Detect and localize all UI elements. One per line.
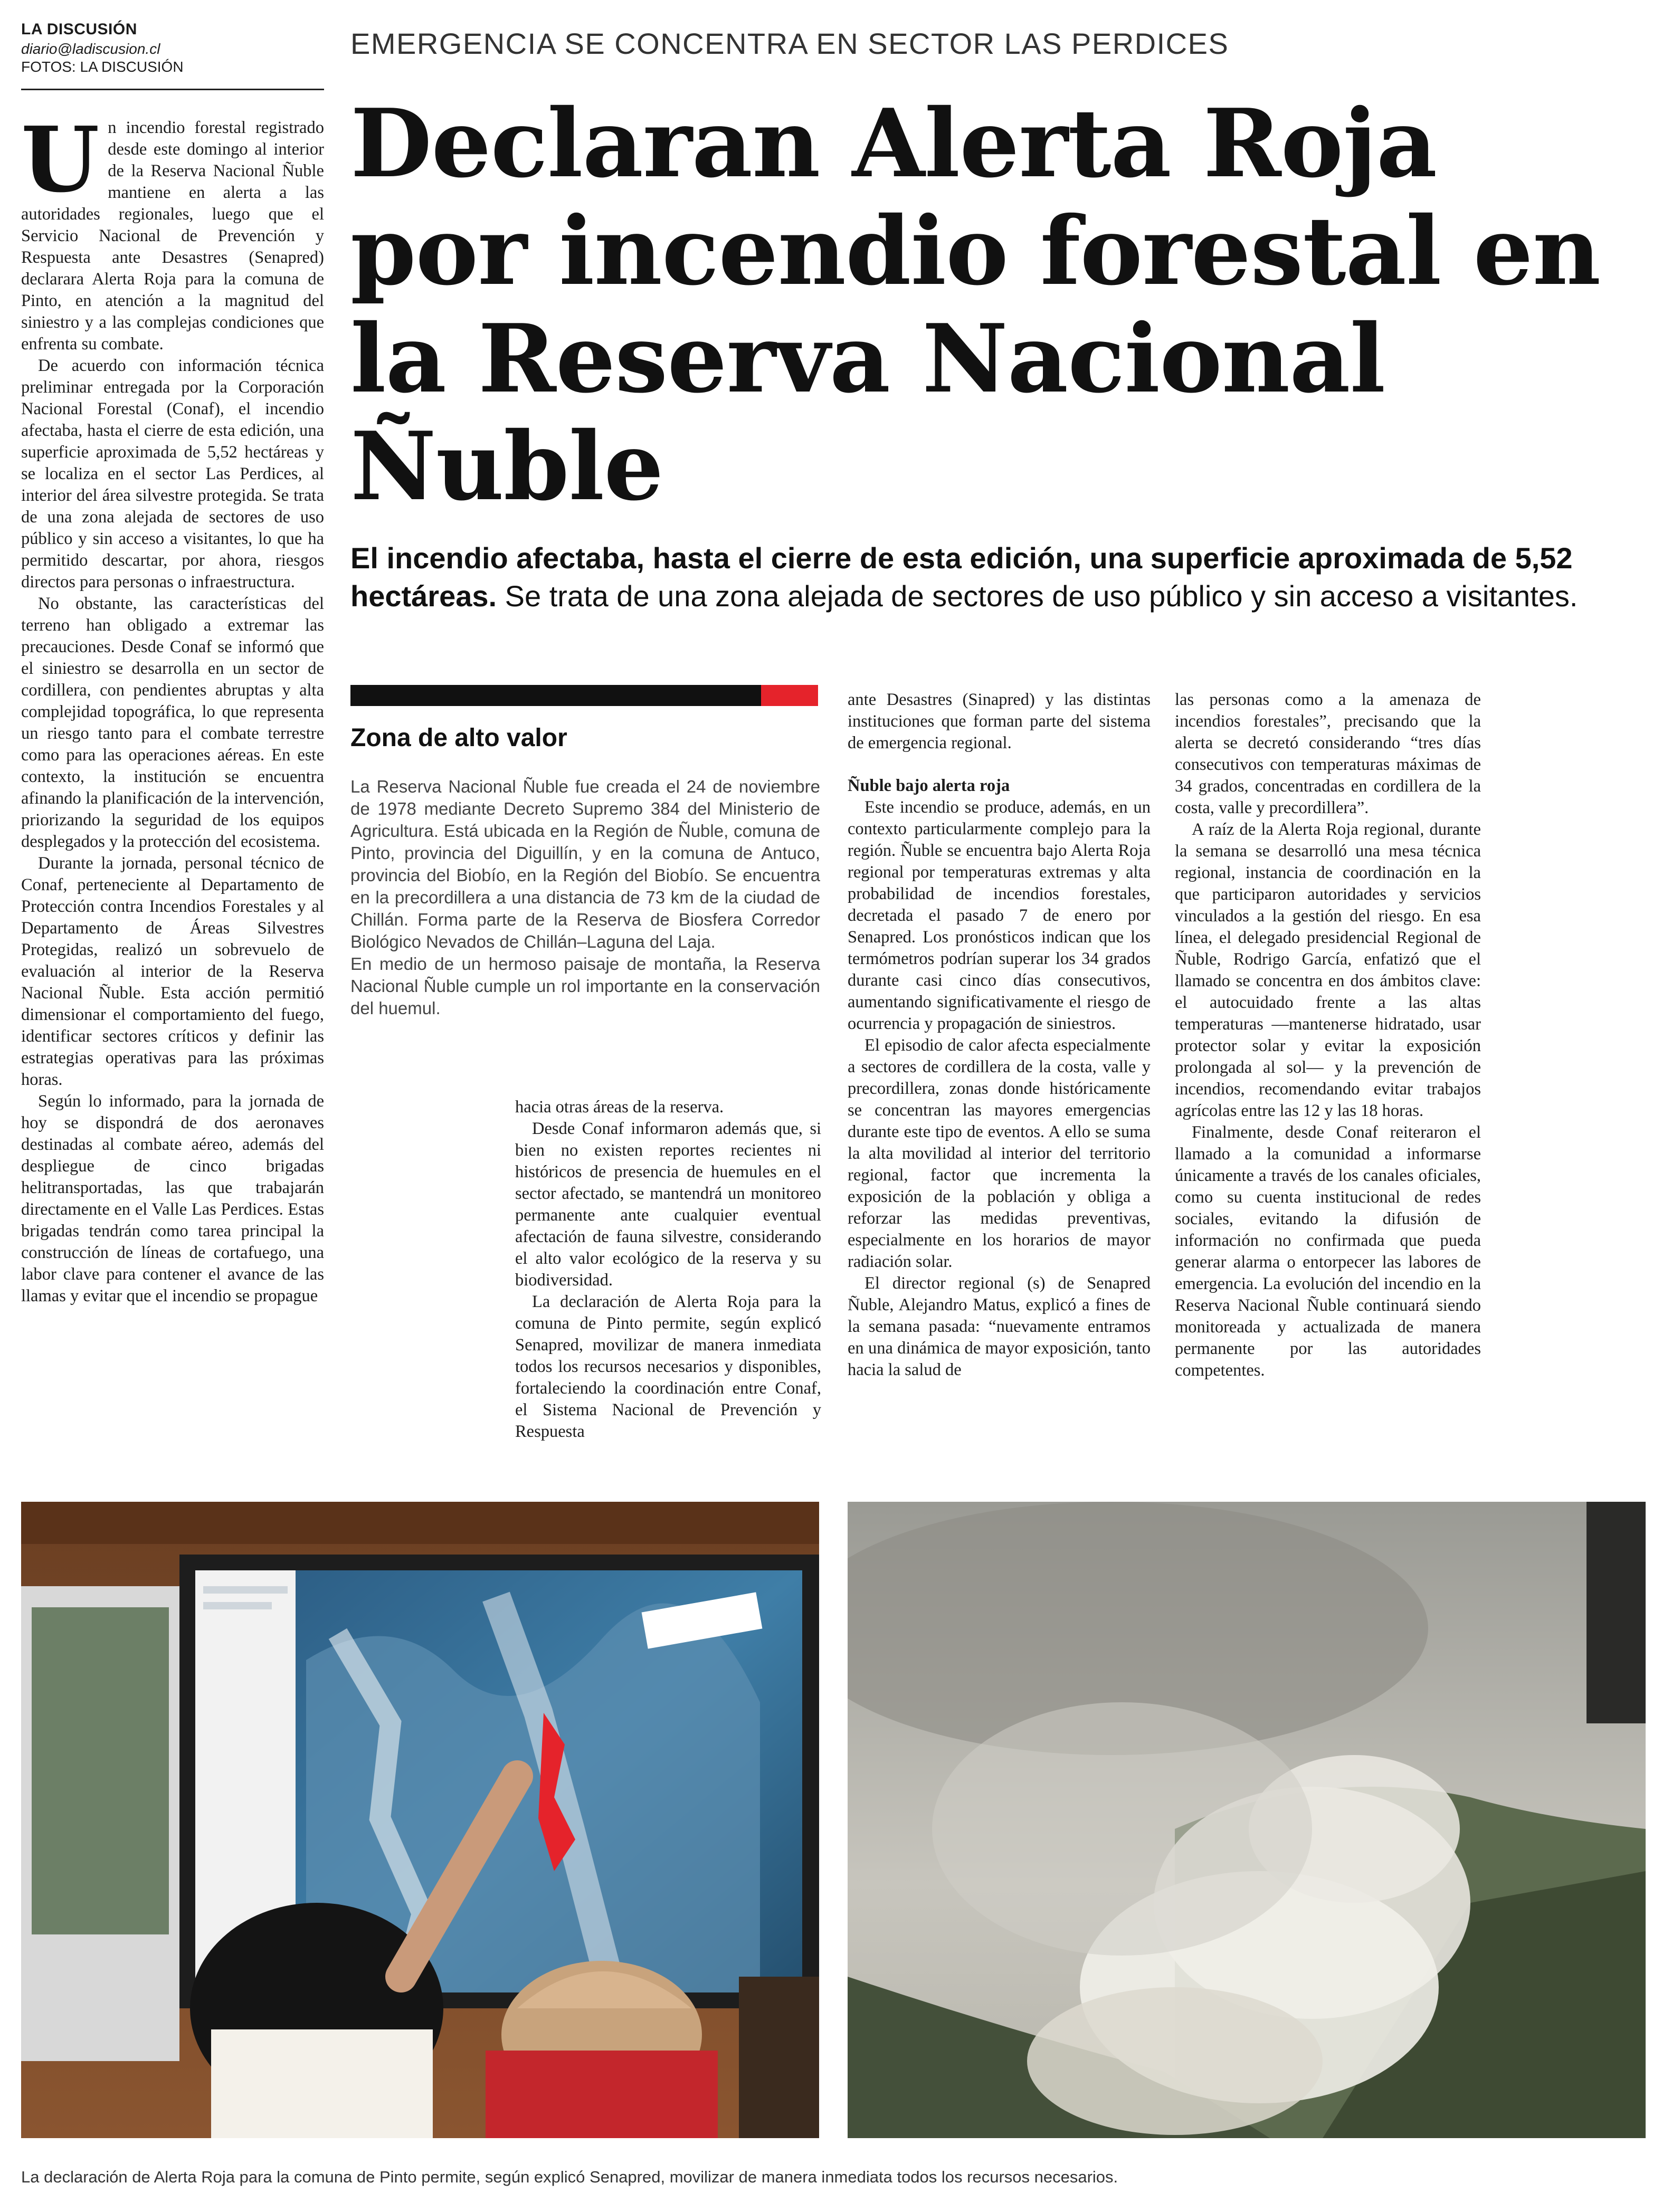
body-paragraph: No obstante, las características del terreno han obligado a extremar las precauciones. Desde Conaf se informó que el siniestro se desarrolla en un sector de cordillera, con pendientes abruptas y alta complejidad topográfica, lo que representa un riesgo tanto para el combate terrestre como para las operaciones aéreas. En este contexto, la institución se encuentra afinando la planificación de la intervención, priorizando la seguridad de los equipos desplegados y la protección del ecosistema.	[21, 594, 324, 851]
body-paragraph: Este incendio se produce, además, en un contexto particularmente complejo para la región. Ñuble se encuentra bajo Alerta Roja regional por temperaturas extremas y alta probabilidad de incendios forestales, decretada el pasado 7 de enero por Senapred. Los pronósticos indican que los termómetros podrían superar los 34 grados durante casi cinco días consecutivos, aumentando significativamente el riesgo de ocurrencia y propagación de siniestros.	[848, 798, 1151, 1033]
kicker: EMERGENCIA SE CONCENTRA EN SECTOR LAS PERDICES	[350, 27, 1229, 60]
masthead-rule	[21, 89, 324, 90]
sidebar-paragraph: En medio de un hermoso paisaje de montaña, la Reserva Nacional Ñuble cumple un rol importante en la conservación del huemul.	[350, 954, 820, 1018]
sidebar-paragraph: La Reserva Nacional Ñuble fue creada el 24 de noviembre de 1978 mediante Decreto Supremo 384 del Ministerio de Agricultura. Está ubicada en la Región de Ñuble, comuna de Pinto, provincia del Diguillín, y en la comuna de Antuco, provincia del Biobío, en la Región del Biobío. Se encuentra en la precordillera a una distancia de 73 km de la ciudad de Chillán. Forma parte de la Reserva de Biosfera Corredor Biológico Nevados de Chillán–Laguna del Laja.	[350, 777, 820, 951]
body-column-1	[21, 107, 324, 1307]
dropcap: U	[21, 107, 100, 213]
body-paragraph: El director regional (s) de Senapred Ñuble, Alejandro Matus, explicó a fines de la semana pasada: “nuevamente entramos en una dinámica de mayor exposición, tanto hacia la salud de	[848, 1274, 1151, 1379]
body-paragraph: las personas como a la amenaza de incendios forestales”, precisando que la alerta se decretó considerando “tres días consecutivos con temperaturas máximas de 34 grados, concentradas en cordillera de la costa, valle y precordillera”.	[1175, 690, 1481, 817]
body-paragraph: n incendio forestal registrado desde este domingo al interior de la Reserva Nacional Ñuble mantiene en alerta a las autoridades regionales, luego que el Servicio Nacional de Prevención y Respuesta ante Desastres (Senapred) declarara Alerta Roja para la comuna de Pinto, en atención a la magnitud del siniestro y a las complejas condiciones que enfrenta su combate.	[21, 118, 324, 354]
contact-email: diario@ladiscusion.cl	[21, 41, 160, 57]
body-column-2	[515, 1097, 821, 1443]
headline: Declaran Alerta Roja por incendio forestal en la Reserva Nacional Ñuble	[350, 88, 1601, 521]
body-paragraph: Finalmente, desde Conaf reiteraron el llamado a la comunidad a informarse únicamente a través de los canales oficiales, como su cuenta institucional de redes sociales, evitando la difusión de información no confirmada que pueda generar alarma o entorpecer las labores de emergencia. La evolución del incendio en la Reserva Nacional Ñuble continuará siendo monitoreada y actualizada de manera permanente por las autoridades competentes.	[1175, 1123, 1481, 1380]
photo-fire-smoke	[848, 1502, 1646, 2138]
control-room-illustration	[21, 1502, 819, 2138]
body-paragraph: De acuerdo con información técnica preliminar entregada por la Corporación Nacional Forestal (Conaf), el incendio afectaba, hasta el cierre de esta edición, una superficie aproximada de 5,52 hectáreas y se localiza en el sector Las Perdices, al interior del área silvestre protegida. Se trata de una zona alejada de sectores de uso público y sin acceso a visitantes, lo que ha permitido descartar, por ahora, riesgos directos para personas o infraestructura.	[21, 356, 324, 592]
sidebar-title: Zona de alto valor	[350, 724, 567, 752]
body-column-3	[848, 689, 1151, 1381]
sidebar-bar	[350, 685, 761, 706]
body-paragraph: Según lo informado, para la jornada de hoy se dispondrá de dos aeronaves destinadas al combate aéreo, además del despliegue de cinco brigadas helitransportadas, las que trabajarán directamente en el Valle Las Perdices. Estas brigadas tendrán como tarea principal la construcción de líneas de cortafuego, una labor clave para contener el avance de las llamas y evitar que el incendio se propague	[21, 1092, 324, 1305]
body-paragraph: El episodio de calor afecta especialmente a sectores de cordillera de la costa, valle y precordillera, zonas donde históricamente se concentran las mayores emergencias durante este tipo de eventos. A ello se suma la alta movilidad al interior del territorio regional, factor que incrementa la exposición de la población y obliga a reforzar las medidas preventivas, especialmente en los horarios de mayor radiación solar.	[848, 1036, 1151, 1271]
sidebar-bar-accent	[761, 685, 818, 706]
brand-name: LA DISCUSIÓN	[21, 21, 137, 38]
deck-regular: Se trata de una zona alejada de sectores de uso público y sin acceso a visitantes.	[497, 579, 1578, 613]
photo-credit: FOTOS: LA DISCUSIÓN	[21, 59, 184, 75]
body-paragraph: ante Desastres (Sinapred) y las distintas instituciones que forman parte del sistema de emergencia regional.	[848, 690, 1151, 752]
fire-smoke-illustration	[848, 1502, 1646, 2138]
photo-caption: La declaración de Alerta Roja para la comuna de Pinto permite, según explicó Senapred, movilizar de manera inmediata todos los recursos necesarios.	[21, 2168, 1118, 2186]
body-paragraph: Desde Conaf informaron además que, si bien no existen reportes recientes ni históricos de presencia de huemules en el sector afectado, se mantendrá un monitoreo permanente ante cualquier eventual afectación de fauna silvestre, considerando el alto valor ecológico de la reserva y su biodiversidad.	[515, 1119, 821, 1290]
body-column-4	[1175, 689, 1481, 1381]
deck-bold: El incendio afectaba, hasta el cierre de esta edición, una superficie aproximada de 5,52 hectáreas.	[350, 541, 1573, 613]
body-paragraph: La declaración de Alerta Roja para la comuna de Pinto permite, según explicó Senapred, movilizar de manera inmediata todos los recursos necesarios y disponibles, fortaleciendo la coordinación entre Conaf, el Sistema Nacional de Prevención y Respuesta	[515, 1292, 821, 1441]
body-paragraph: hacia otras áreas de la reserva.	[515, 1098, 724, 1117]
sidebar-text	[350, 776, 820, 1019]
deck	[350, 539, 1654, 615]
body-paragraph: A raíz de la Alerta Roja regional, durante la semana se desarrolló una mesa técnica regional, instancia de coordinación en la que participaron autoridades y servicios vinculados a la gestión del riesgo. En esa línea, el delegado presidencial Regional de Ñuble, Rodrigo García, enfatizó que el llamado se concentra en dos ámbitos clave: el autocuidado frente a las altas temperaturas —mantenerse hidratado, usar protector solar y evitar la exposición prolongada al sol— y la prevención de incendios, recomendando evitar trabajos agrícolas entre las 12 y las 18 horas.	[1175, 820, 1481, 1120]
subhead: Ñuble bajo alerta roja	[848, 776, 1010, 795]
photo-control-room	[21, 1502, 819, 2138]
body-paragraph: Durante la jornada, personal técnico de Conaf, perteneciente al Departamento de Protección contra Incendios Forestales y al Departamento de Áreas Silvestres Protegidas, realizó un sobrevuelo de evaluación al interior de la Reserva Nacional Ñuble. Esta acción permitió dimensionar el comportamiento del fuego, identificar sectores críticos y definir las estrategias operativas para las próximas horas.	[21, 854, 324, 1089]
